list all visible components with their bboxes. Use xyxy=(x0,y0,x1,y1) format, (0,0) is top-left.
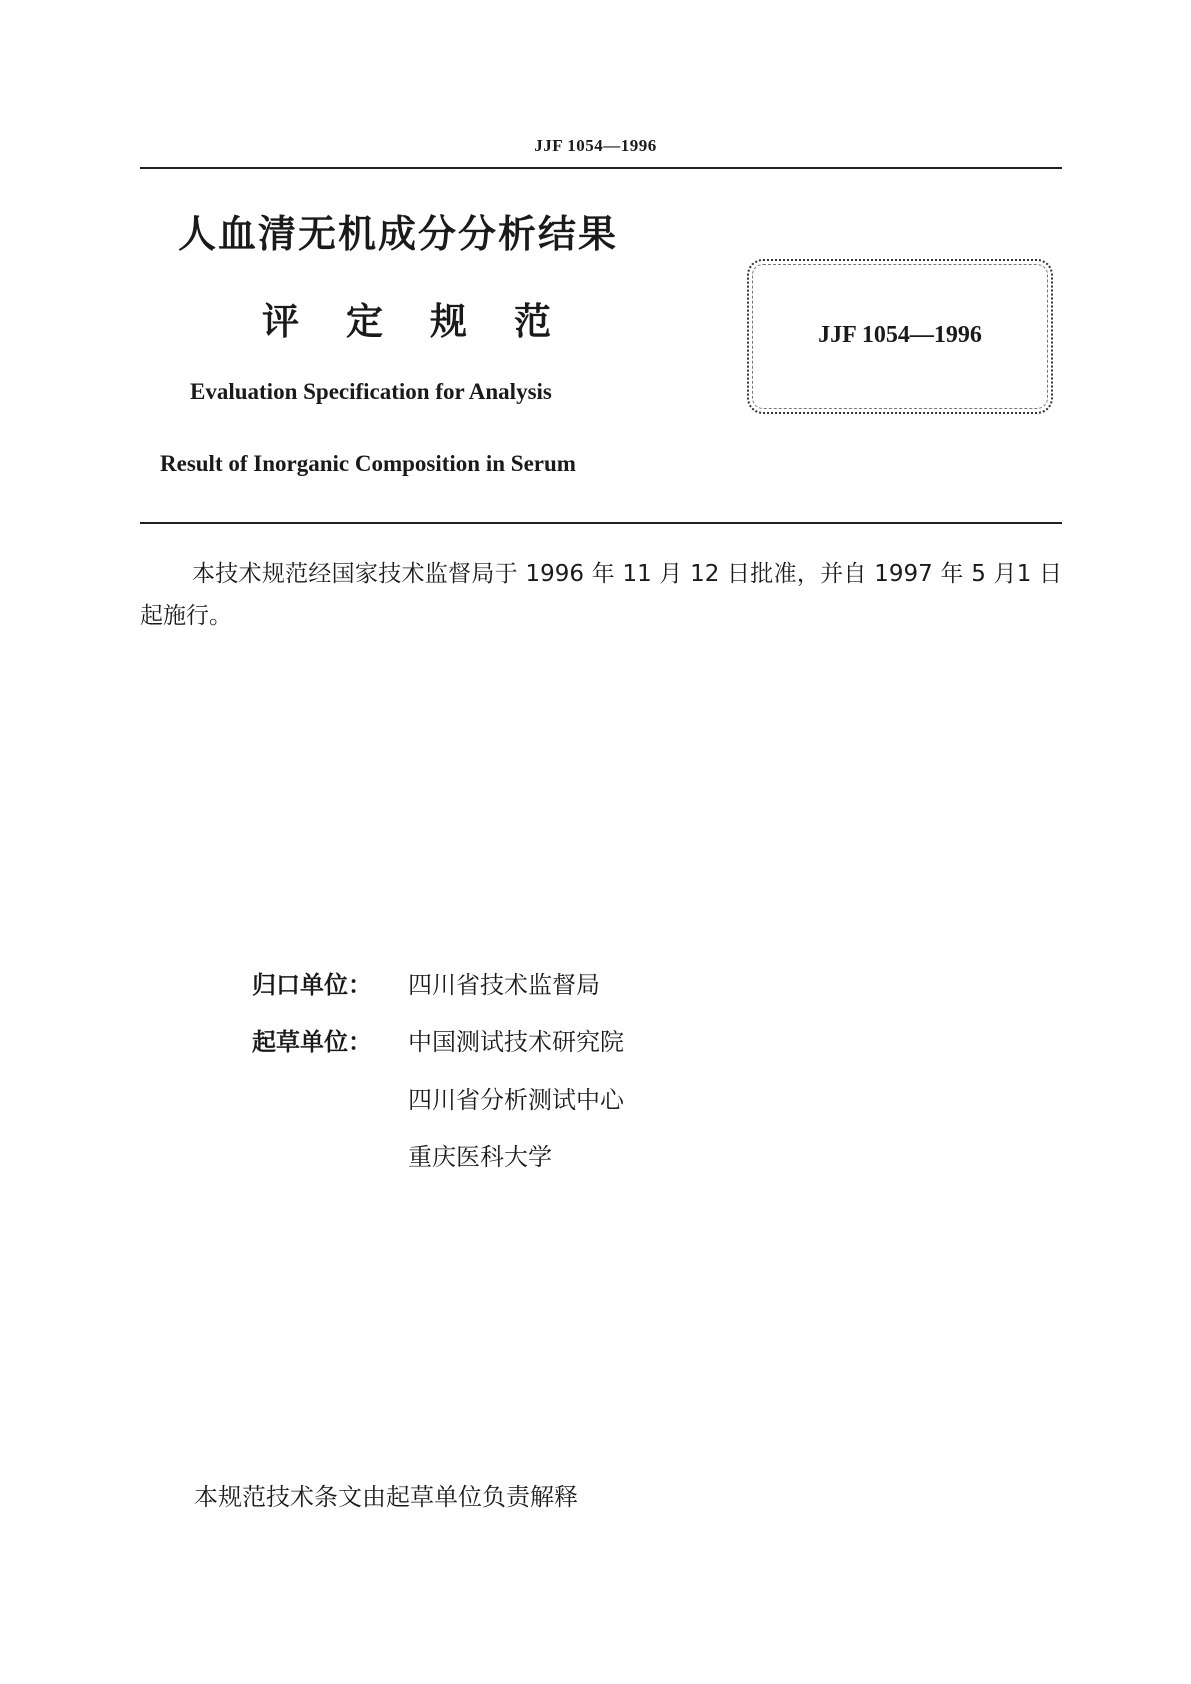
drafting-unit-value: 中国测试技术研究院 xyxy=(408,1028,624,1056)
title-char: 规 xyxy=(430,300,467,343)
responsible-unit-value: 四川省技术监督局 xyxy=(408,971,600,999)
drafting-unit-value: 重庆医科大学 xyxy=(408,1143,552,1171)
top-divider xyxy=(140,167,1062,169)
title-chinese-line-2 xyxy=(262,291,598,345)
title-char: 评 xyxy=(262,300,299,343)
approval-statement: 本技术规范经国家技术监督局于 1996 年 11 月 12 日批准，并自 1997 年 5 月1 日起施行。 xyxy=(140,561,1062,629)
title-english-line-2: Result of Inorganic Composition in Serum xyxy=(160,451,576,476)
header-standard-code: JJF 1054—1996 xyxy=(534,136,657,155)
title-char: 范 xyxy=(514,300,551,343)
title-char: 定 xyxy=(346,300,383,343)
standard-code-boxed: JJF 1054—1996 xyxy=(818,322,982,348)
title-chinese-line-1: 人血清无机成分分析结果 xyxy=(178,212,619,256)
bottom-divider xyxy=(140,522,1062,524)
title-english-line-1: Evaluation Specification for Analysis xyxy=(190,379,552,404)
interpretation-note: 本规范技术条文由起草单位负责解释 xyxy=(194,1483,578,1511)
drafting-unit-value: 四川省分析测试中心 xyxy=(408,1086,624,1114)
responsible-unit-label: 归口单位： xyxy=(252,971,372,999)
drafting-unit-label: 起草单位： xyxy=(252,1028,372,1056)
